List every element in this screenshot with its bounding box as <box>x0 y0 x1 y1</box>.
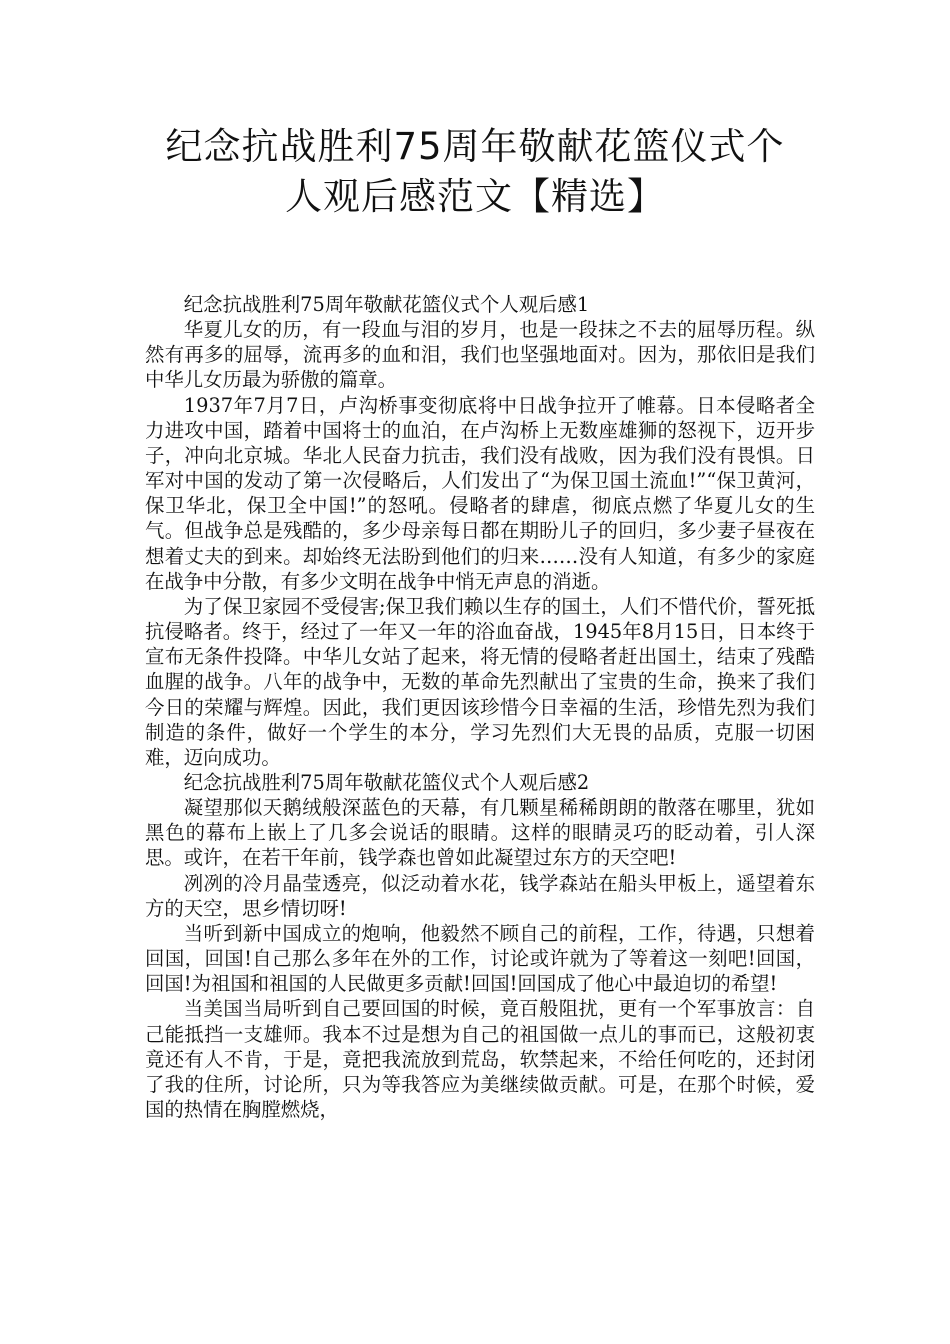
body-paragraph: 华夏儿女的历，有一段血与泪的岁月，也是一段抹之不去的屈辱历程。纵然有再多的屈辱，流再多的血和泪，我们也坚强地面对。因为，那依旧是我们中华儿女历最为骄傲的篇章。 <box>145 318 815 392</box>
body-paragraph: 当听到新中国成立的炮响，他毅然不顾自己的前程，工作，待遇，只想着回国，回国!自己那么多年在外的工作，讨论或许就为了等着这一刻吧!回国，回国!为祖国和祖国的人民做更多贡献!回国!回国成了他心中最迫切的希望! <box>145 921 815 996</box>
body-paragraph: 凝望那似天鹅绒般深蓝色的天幕，有几颗星稀稀朗朗的散落在哪里，犹如黑色的幕布上嵌上了几多会说话的眼睛。这样的眼睛灵巧的眨动着，引人深思。或许，在若干年前，钱学森也曾如此凝望过东方的天空吧! <box>145 796 815 870</box>
section-heading-1: 纪念抗战胜利75周年敬献花篮仪式个人观后感1 <box>183 293 590 316</box>
body-paragraph: 为了保卫家园不受侵害;保卫我们赖以生存的国土，人们不惜代价，誓死抵抗侵略者。终于，经过了一年又一年的浴血奋战，1945年8月15日，日本终于宣布无条件投降。中华儿女站了起来，将无情的侵略者赶出国土，结束了残酷血腥的战争。八年的战争中，无数的革命先烈献出了宝贵的生命，换来了我们今日的荣耀与辉煌。因此，我们更因该珍惜今日幸福的生活，珍惜先烈为我们制造的条件，做好一个学生的本分，学习先烈们大无畏的品质，克服一切困难，迈向成功。 <box>145 594 815 769</box>
document-body <box>145 292 815 1122</box>
body-paragraph: 冽冽的冷月晶莹透亮，似泛动着水花，钱学森站在船头甲板上，遥望着东方的天空，思乡情切呀! <box>145 871 815 920</box>
body-paragraph: 当美国当局听到自己要回国的时候，竟百般阻扰，更有一个军事放言：自己能抵挡一支雄师。我本不过是想为自己的祖国做一点儿的事而已，这般初衷竟还有人不肯，于是，竟把我流放到荒岛，软禁起来，不给任何吃的，还封闭了我的住所，讨论所，只为等我答应为美继续做贡献。可是，在那个时候，爱国的热情在胸膛燃烧， <box>145 997 815 1121</box>
section-heading-2: 纪念抗战胜利75周年敬献花篮仪式个人观后感2 <box>183 770 590 794</box>
document-title-line-1: 纪念抗战胜利75周年敬献花篮仪式个 <box>165 125 785 168</box>
document-title-line-2: 人观后感范文【精选】 <box>285 175 665 218</box>
document-title <box>120 122 830 222</box>
body-paragraph: 1937年7月7日，卢沟桥事变彻底将中日战争拉开了帷幕。日本侵略者全力进攻中国，踏着中国将士的血泊，在卢沟桥上无数座雄狮的怒视下，迈开步子，冲向北京城。华北人民奋力抗击，我们没有战败，因为我们没有畏惧。日军对中国的发动了第一次侵略后，人们发出了“为保卫国土流血!”“保卫黄河，保卫华北，保卫全中国!”的怒吼。侵略者的肆虐，彻底点燃了华夏儿女的生气。但战争总是残酷的，多少母亲每日都在期盼儿子的回归，多少妻子昼夜在想着丈夫的到来。却始终无法盼到他们的归来……没有人知道，有多少的家庭在战争中分散，有多少文明在战争中悄无声息的消逝。 <box>145 393 815 593</box>
